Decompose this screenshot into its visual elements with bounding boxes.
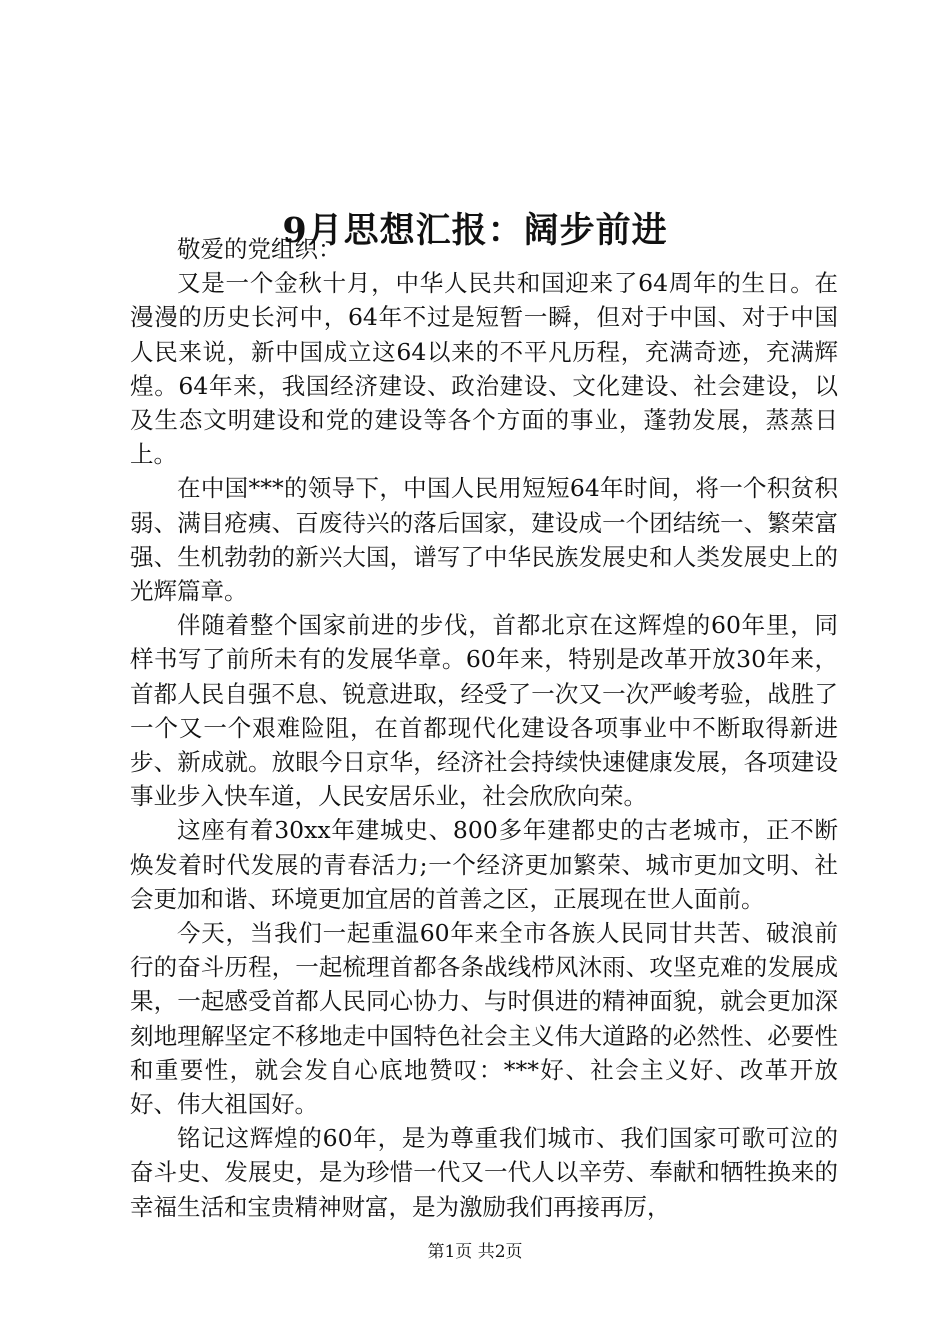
paragraph: 又是一个金秋十月，中华人民共和国迎来了64周年的生日。在漫漫的历史长河中，64年不过是短暂一瞬，但对于中国、对于中国人民来说，新中国成立这64以来的不平凡历程，充满奇迹，充满辉煌。64年来，我国经济建设、政治建设、文化建设、社会建设，以及生态文明建设和党的建设等各个方面的事业，蓬勃发展，蒸蒸日上。 xyxy=(130,269,838,469)
document-body xyxy=(130,232,838,1224)
paragraph: 在中国***的领导下，中国人民用短短64年时间，将一个积贫积弱、满目疮痍、百废待兴的落后国家，建设成一个团结统一、繁荣富强、生机勃勃的新兴大国，谱写了中华民族发展史和人类发展史上的光辉篇章。 xyxy=(130,474,838,606)
page-indicator: 第1页 共2页 xyxy=(427,1242,523,1262)
salutation: 敬爱的党组织： xyxy=(177,235,342,263)
paragraph: 伴随着整个国家前进的步伐，首都北京在这辉煌的60年里，同样书写了前所未有的发展华章。60年来，特别是改革开放30年来，首都人民自强不息、锐意进取，经受了一次又一次严峻考验，战胜了一个又一个艰难险阻，在首都现代化建设各项事业中不断取得新进步、新成就。放眼今日京华，经济社会持续快速健康发展，各项建设事业步入快车道，人民安居乐业，社会欣欣向荣。 xyxy=(130,611,838,811)
paragraph: 这座有着30xx年建城史、800多年建都史的古老城市，正不断焕发着时代发展的青春活力;一个经济更加繁荣、城市更加文明、社会更加和谐、环境更加宜居的首善之区，正展现在世人面前。 xyxy=(130,816,838,913)
page-footer xyxy=(0,1240,950,1264)
paragraph: 今天，当我们一起重温60年来全市各族人民同甘共苦、破浪前行的奋斗历程，一起梳理首都各条战线栉风沐雨、攻坚克难的发展成果，一起感受首都人民同心协力、与时俱进的精神面貌，就会更加深刻地理解坚定不移地走中国特色社会主义伟大道路的必然性、必要性和重要性，就会发自心底地赞叹：***好、社会主义好、改革开放好、伟大祖国好。 xyxy=(130,919,838,1119)
document-title: 9月思想汇报：阔步前进 xyxy=(282,210,668,252)
paragraph: 铭记这辉煌的60年，是为尊重我们城市、我们国家可歌可泣的奋斗史、发展史，是为珍惜一代又一代人以辛劳、奉献和牺牲换来的幸福生活和宝贵精神财富，是为激励我们再接再厉， xyxy=(130,1124,838,1221)
